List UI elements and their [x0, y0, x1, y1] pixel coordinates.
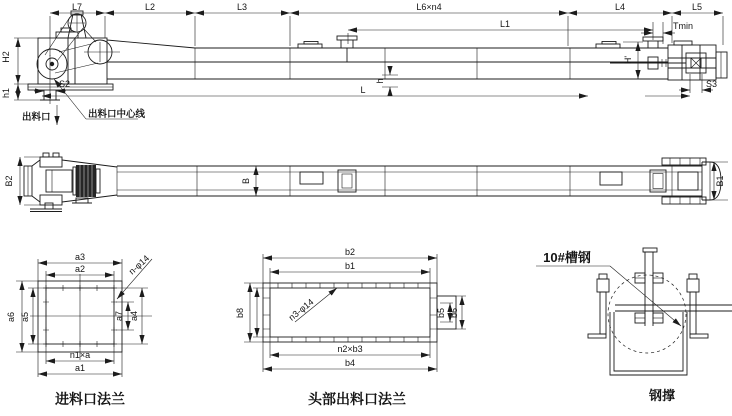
dim-bottom: [42, 67, 690, 96]
support-caption: 钢撑: [648, 388, 676, 403]
dim-tail-side: [623, 42, 717, 93]
outlet-callouts: [22, 79, 146, 125]
drive-motor: [76, 165, 96, 197]
dim-label-l4: L4: [614, 2, 626, 12]
dim-plan-width: [241, 166, 256, 196]
dim-label-a7: a7: [114, 310, 124, 322]
inspection-hatch: [337, 36, 357, 40]
dim-label-a2: a2: [74, 264, 86, 274]
inlet-flange-caption: 进料口法兰: [55, 391, 125, 407]
dim-label-h2: H2: [1, 51, 11, 63]
dim-label-a1: a1: [74, 363, 86, 373]
dim-label-b4: b4: [344, 358, 356, 368]
dim-label-holes-b: n3-φ14: [286, 296, 316, 323]
dim-label-l5: L5: [691, 2, 703, 12]
dim-label-b6: b6: [449, 307, 459, 319]
dim-label-b8: b8: [235, 307, 245, 319]
dim-label-b1: B1: [715, 175, 725, 187]
dim-label-b5: b5: [436, 307, 446, 319]
dim-left-side: [1, 38, 70, 100]
dim-label-b2: B2: [4, 175, 14, 187]
outlet-label: 出料口: [22, 112, 51, 123]
conveyor-body-side: [107, 36, 668, 79]
plan-body: [117, 166, 702, 196]
dim-label-l: L: [360, 85, 366, 95]
steel-support-detail: [536, 248, 732, 403]
support-rail: [615, 305, 732, 311]
dim-label-n2b3: n2×b3: [337, 344, 363, 354]
left-bracket: [588, 274, 609, 338]
dim-label-s3: S3: [706, 79, 718, 89]
plan-head-drive: [4, 153, 117, 212]
dim-label-a3: a3: [74, 252, 86, 262]
dim-label-a6: a6: [6, 311, 16, 323]
dim-label-a4: a4: [129, 310, 139, 322]
dim-label-b2: b2: [344, 247, 356, 257]
side-elevation-view: [1, 2, 727, 125]
dim-label-s2: S2: [59, 79, 71, 89]
outlet-flange-detail: [235, 247, 466, 407]
plan-view: [4, 153, 728, 212]
dim-label-h1-left: h1: [1, 87, 11, 99]
dim-label-l1: L1: [499, 19, 511, 29]
dim-label-b1: b1: [344, 261, 356, 271]
dim-label-holes-a: n-φ14: [126, 253, 152, 277]
reference-circle: [608, 275, 686, 353]
dim-label-tmin: Tmin: [673, 21, 693, 31]
dim-label-l6n4: L6×n4: [416, 2, 442, 12]
dim-label-hprime: H': [623, 55, 633, 65]
dim-label-a5: a5: [20, 311, 30, 323]
outlet-centerline-label: 出料口中心线: [88, 109, 146, 120]
head-drive-section: [28, 11, 120, 104]
right-bracket: [687, 274, 708, 338]
dim-label-l7: L7: [71, 2, 83, 12]
bolt-assemblies: [635, 273, 663, 323]
dim-label-b: B: [241, 177, 251, 185]
gear-reducer: [46, 170, 72, 192]
dim-label-h: h: [375, 78, 385, 84]
dim-label-l3: L3: [236, 2, 248, 12]
inlet-flange-detail: [6, 252, 152, 407]
dim-label-n1a: n1×a: [69, 350, 91, 360]
outlet-flange-caption: 头部出料口法兰: [308, 391, 406, 407]
dim-l1-tmin: [348, 19, 693, 44]
channel-steel-label: 10#槽钢: [543, 250, 591, 265]
dim-label-l2: L2: [144, 2, 156, 12]
